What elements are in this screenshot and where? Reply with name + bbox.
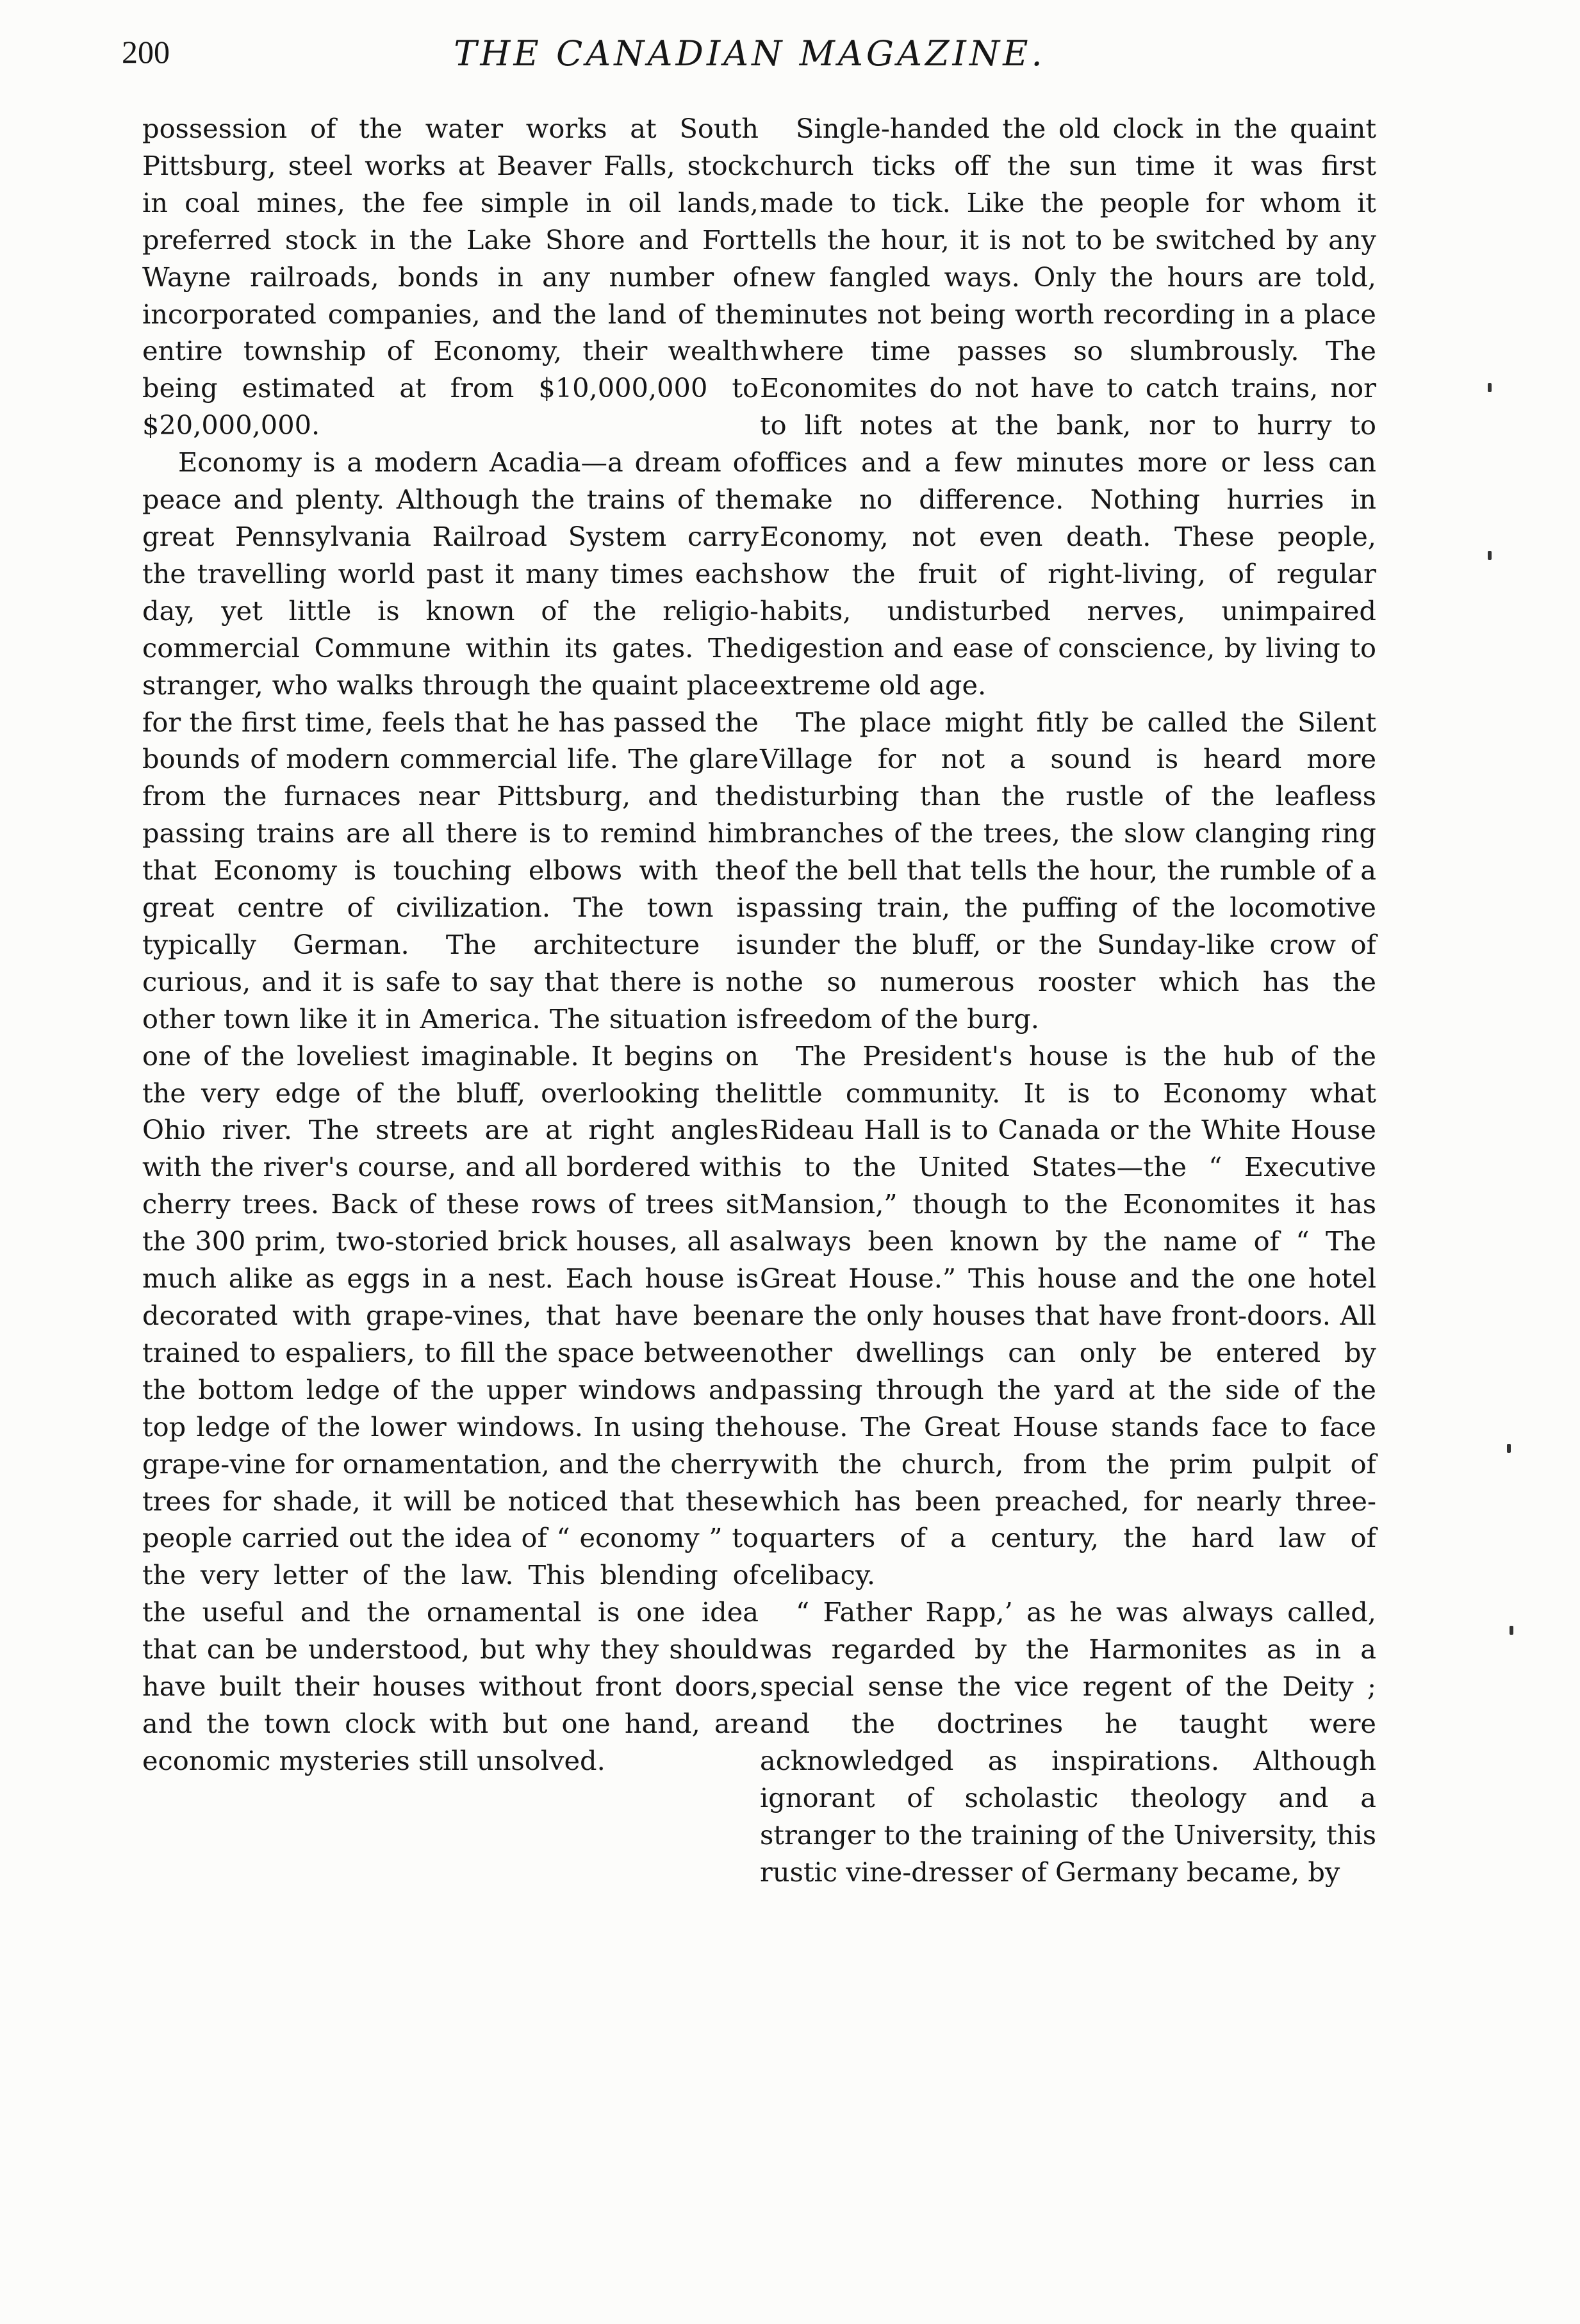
- page-header: [122, 33, 1378, 85]
- paragraph: “ Father Rapp,’ as he was always called, was regarded by the Harmonites as in a special sense the vice regent of the Deity ; and the doctrines he taught were acknowledged as inspirations. Although ignorant of scholastic theology and a stranger to the training of the University, this rustic vine-dresser of Germany became, by: [760, 1596, 1376, 1888]
- print-speck: [1488, 383, 1492, 392]
- page-number: 200: [122, 34, 170, 70]
- print-speck: [1510, 1626, 1513, 1635]
- paragraph: possession of the water works at South Pittsburg, steel works at Beaver Falls, stock in coal mines, the fee simple in oil lands, preferred stock in the Lake Shore and Fort Wayne railroads, bonds in any number of incorporated companies, and the land of the entire township of Economy, their wealth being estimated at from $10,000,000 to $20,000,000.: [142, 113, 759, 441]
- right-column: [760, 110, 1376, 1891]
- running-title: THE CANADIAN MAGAZINE.: [454, 33, 1046, 74]
- paragraph: The President's house is the hub of the little community. It is to Economy what Rideau Hall is to Canada or the White House is to the United States—the “ Executive Mansion,” though to the Economites it has always been known by the name of “ The Great House.” This house and the one hotel are the only houses that have front-doors. All other dwellings can only be entered by passing through the yard at the side of the house. The Great House stands face to face with the church, from the prim pulpit of which has been preached, for nearly three-quarters of a century, the hard law of celibacy.: [760, 1040, 1376, 1591]
- left-column: [142, 110, 759, 1780]
- print-speck: [1507, 1444, 1511, 1453]
- print-speck: [1488, 551, 1492, 560]
- paragraph: Economy is a modern Acadia—a dream of peace and plenty. Although the trains of the great Pennsylvania Railroad System carry the travelling world past it many times each day, yet little is known of the religio-commercial Commune within its gates. The stranger, who walks through the quaint place for the first time, feels that he has passed the bounds of modern commercial life. The glare from the furnaces near Pittsburg, and the passing trains are all there is to remind him that Economy is touching elbows with the great centre of civilization. The town is typically German. The architecture is curious, and it is safe to say that there is no other town like it in America. The situation is one of the loveliest imaginable. It begins on the very edge of the bluff, overlooking the Ohio river. The streets are at right angles with the river's course, and all bordered with cherry trees. Back of these rows of trees sit the 300 prim, two-storied brick houses, all as much alike as eggs in a nest. Each house is decorated with grape-vines, that have been trained to espaliers, to fill the space between the bottom ledge of the upper windows and top ledge of the lower windows. In using the grape-vine for ornamentation, and the cherry trees for shade, it will be noticed that these people carried out the idea of “ economy ” to the very letter of the law. This blending of the useful and the ornamental is one idea that can be understood, but why they should have built their houses without front doors, and the town clock with but one hand, are economic mysteries still unsolved.: [142, 446, 759, 1776]
- paragraph: The place might fitly be called the Silent Village for not a sound is heard more disturbing than the rustle of the leafless branches of the trees, the slow clanging ring of the bell that tells the hour, the rumble of a passing train, the puffing of the locomotive under the bluff, or the Sunday-like crow of the so numerous rooster which has the freedom of the burg.: [760, 706, 1376, 1035]
- paragraph: Single-handed the old clock in the quaint church ticks off the sun time it was first made to tick. Like the people for whom it tells the hour, it is not to be switched by any new fangled ways. Only the hours are told, minutes not being worth recording in a place where time passes so slumbrously. The Economites do not have to catch trains, nor to lift notes at the bank, nor to hurry to offices and a few minutes more or less can make no difference. Nothing hurries in Economy, not even death. These people, show the fruit of right-living, of regular habits, undisturbed nerves, unimpaired digestion and ease of conscience, by living to extreme old age.: [760, 113, 1376, 701]
